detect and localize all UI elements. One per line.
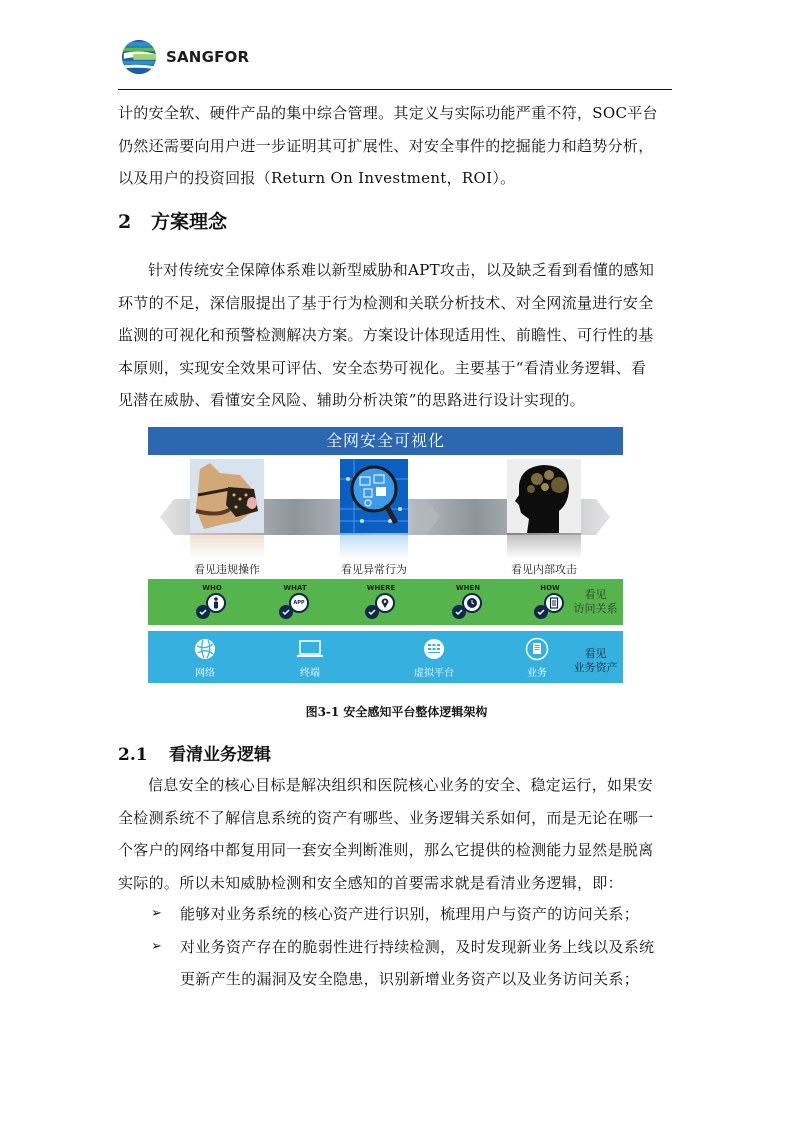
magnifier-image-reflection	[340, 533, 408, 559]
subsection-heading	[118, 740, 271, 765]
dog-image-reflection	[190, 533, 264, 559]
asset-label: 网络	[195, 668, 215, 679]
server-grid-icon	[399, 636, 469, 662]
list-item-line: 对业务资产存在的脆弱性进行持续检测，及时发现新业务上线以及系统	[180, 937, 655, 956]
arrow-bullet-icon: ➢	[151, 906, 163, 921]
access-relationship-band	[148, 579, 623, 625]
list-item-line: 更新产生的漏洞及安全隐患，识别新增业务资产以及业务访问关系；	[180, 970, 640, 988]
sangfor-logo-icon	[120, 38, 158, 76]
picture-caption: 看见异常行为	[341, 563, 407, 576]
arrow-bullet-icon: ➢	[151, 938, 163, 954]
paragraph-line: 个客户的网络中都复用同一套安全判断准则，那么它提供的检测能力显然是脱离	[118, 841, 654, 859]
page-header	[118, 36, 672, 88]
paragraph-line: 环节的不足，深信服提出了基于行为检测和关联分析技术、对全网流量进行安全	[118, 293, 654, 312]
asset-item-terminal	[275, 636, 345, 679]
picture-caption: 看见内部攻击	[511, 563, 577, 576]
paragraph-line: 针对传统安全保障体系难以新型威胁和APT攻击，以及缺乏看到看懂的感知	[148, 261, 655, 279]
asset-item-business	[502, 636, 572, 679]
paragraph-line: 信息安全的核心目标是解决组织和医院核心业务的安全、稳定运行，如果安	[148, 776, 653, 794]
header-divider	[118, 89, 672, 90]
subsection-title: 看清业务逻辑	[169, 745, 271, 765]
business-assets-band	[148, 631, 623, 683]
who-item	[182, 584, 242, 623]
where-label: WHERE	[366, 584, 396, 592]
figure-title-bar: 全网安全可视化	[148, 427, 623, 455]
where-item	[351, 584, 411, 623]
paragraph-line: 本原则，实现安全效果可评估、安全态势可视化。主要基于“看清业务逻辑、看	[118, 358, 647, 377]
list-item	[118, 898, 678, 931]
list-item-line: 能够对业务系统的核心资产进行识别，梳理用户与资产的访问关系；	[180, 905, 640, 923]
architecture-figure	[148, 427, 623, 683]
asset-label: 业务	[527, 668, 547, 679]
app-icon-text: APP	[293, 600, 305, 606]
side-label-line: 访问关系	[573, 602, 618, 615]
figure-caption: 图3-1 安全感知平台整体逻辑架构	[305, 705, 488, 719]
gear-brain-head-image	[507, 459, 581, 533]
intro-paragraph	[118, 97, 674, 195]
subsection-paragraph	[118, 769, 674, 899]
checkmark-icon	[452, 605, 466, 619]
who-label: WHO	[202, 584, 222, 592]
side-label-line: 看见	[584, 647, 607, 660]
side-label-line: 看见	[584, 588, 607, 601]
paragraph-line: 以及用户的投资回报（Return On Investment，ROI）。	[118, 169, 516, 187]
what-label: WHAT	[283, 584, 307, 592]
business-assets-label	[568, 647, 623, 675]
paragraph-line: 全检测系统不了解信息系统的资产有哪些、业务逻辑关系如何，而是无论在哪一	[118, 808, 654, 827]
globe-icon	[170, 636, 240, 662]
what-item	[265, 584, 325, 623]
section-title: 方案理念	[151, 211, 228, 233]
section-heading	[118, 207, 227, 234]
subsection-number: 2.1	[118, 745, 148, 765]
access-relationship-label	[568, 588, 623, 616]
brand-name: SANGFOR	[166, 48, 250, 66]
section-number: 2	[118, 211, 132, 233]
when-label: WHEN	[455, 584, 481, 592]
paragraph-line: 计的安全软、硬件产品的集中综合管理。其定义与实际功能严重不符，SOC平台	[118, 104, 658, 122]
checkmark-icon	[534, 605, 548, 619]
paragraph-line: 见潜在威胁、看懂安全风险、辅助分析决策”的思路进行设计实现的。	[118, 391, 585, 409]
asset-item-network	[170, 636, 240, 679]
magnifier-network-image	[340, 459, 414, 533]
paragraph-line: 实际的。所以未知威胁检测和安全感知的首要需求就是看清业务逻辑，即：	[118, 873, 623, 892]
asset-label: 终端	[300, 668, 320, 679]
requirements-list	[118, 898, 678, 996]
checkmark-icon	[279, 605, 293, 619]
how-label: HOW	[540, 584, 560, 592]
paragraph-line: 仍然还需要向用户进一步证明其可扩展性、对安全事件的挖掘能力和趋势分析，	[118, 136, 654, 155]
when-item	[438, 584, 498, 623]
paragraph-line: 监测的可视化和预警检测解决方案。方案设计体现适用性、前瞻性、可行性的基	[118, 326, 654, 344]
section-paragraph	[118, 254, 674, 417]
checkmark-icon	[365, 605, 379, 619]
list-item	[118, 931, 678, 996]
head-image-reflection	[507, 533, 581, 559]
muzzled-dog-image	[190, 459, 264, 533]
business-app-icon	[502, 636, 572, 662]
side-label-line: 业务资产	[573, 661, 618, 674]
laptop-icon	[275, 636, 345, 662]
asset-label: 虚拟平台	[414, 668, 454, 679]
asset-item-virtual-platform	[399, 636, 469, 679]
checkmark-icon	[196, 605, 210, 619]
picture-caption: 看见违规操作	[194, 563, 260, 576]
